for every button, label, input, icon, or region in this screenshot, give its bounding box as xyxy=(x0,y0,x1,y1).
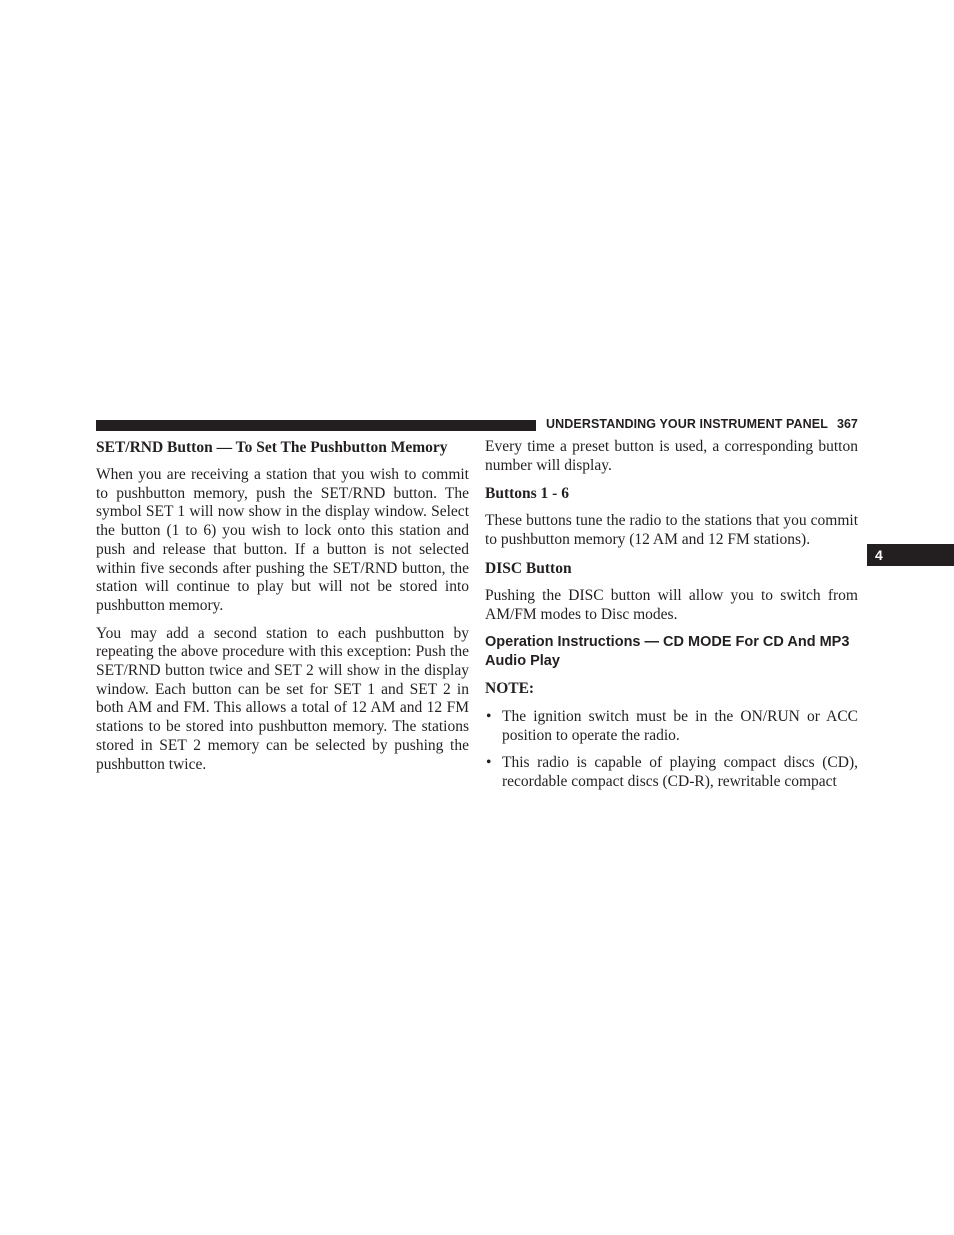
note-list xyxy=(485,708,858,792)
body-paragraph: Pushing the DISC button will allow you to switch from AM/FM modes to Disc modes. xyxy=(485,586,858,623)
left-column xyxy=(96,438,469,783)
operation-instructions-heading: Operation Instructions — CD MODE For CD And MP3 Audio Play xyxy=(485,634,850,670)
header-rule-bar xyxy=(96,420,536,431)
list-item-text: This radio is capable of playing compact discs (CD), recordable compact discs (CD-R), rewritable compact xyxy=(502,754,858,791)
note-label: NOTE: xyxy=(485,680,535,698)
disc-button-heading: DISC Button xyxy=(485,559,572,577)
bullet-icon: • xyxy=(486,754,492,772)
body-paragraph: When you are receiving a station that you wish to commit to pushbutton memory, push the SET/RND button. The symbol SET 1 will now show in the display window. Select the button (1 to 6) you wish to lock onto this station and push and release that button. If a button is not selected within five seconds after pushing the SET/RND button, the station will continue to play but will not be stored into pushbutton memory. xyxy=(96,466,469,614)
list-item-text: The ignition switch must be in the ON/RUN or ACC position to operate the radio. xyxy=(502,707,858,744)
bullet-icon: • xyxy=(486,707,492,725)
buttons-heading: Buttons 1 - 6 xyxy=(485,485,569,503)
body-paragraph: Every time a preset button is used, a corresponding button number will display. xyxy=(485,438,858,474)
body-paragraph: These buttons tune the radio to the stations that you commit to pushbutton memory (12 AM and 12 FM stations). xyxy=(485,512,858,549)
list-item xyxy=(485,708,858,745)
list-item xyxy=(485,754,858,791)
body-paragraph: You may add a second station to each pushbutton by repeating the above procedure with this exception: Push the SET/RND button twice and SET 2 will show in the display window. Each button can be set for SET 1 and SET 2 in both AM and FM. This allows a total of 12 AM and 12 FM stations to be stored into pushbutton memory. The stations stored in SET 2 memory can be selected by pushing the pushbutton twice. xyxy=(96,624,469,773)
running-header-title: UNDERSTANDING YOUR INSTRUMENT PANEL xyxy=(546,417,828,431)
right-column xyxy=(485,438,858,801)
set-rnd-heading: SET/RND Button — To Set The Pushbutton Memory xyxy=(96,439,448,456)
page-number: 367 xyxy=(837,417,858,431)
chapter-tab: 4 xyxy=(867,544,954,566)
